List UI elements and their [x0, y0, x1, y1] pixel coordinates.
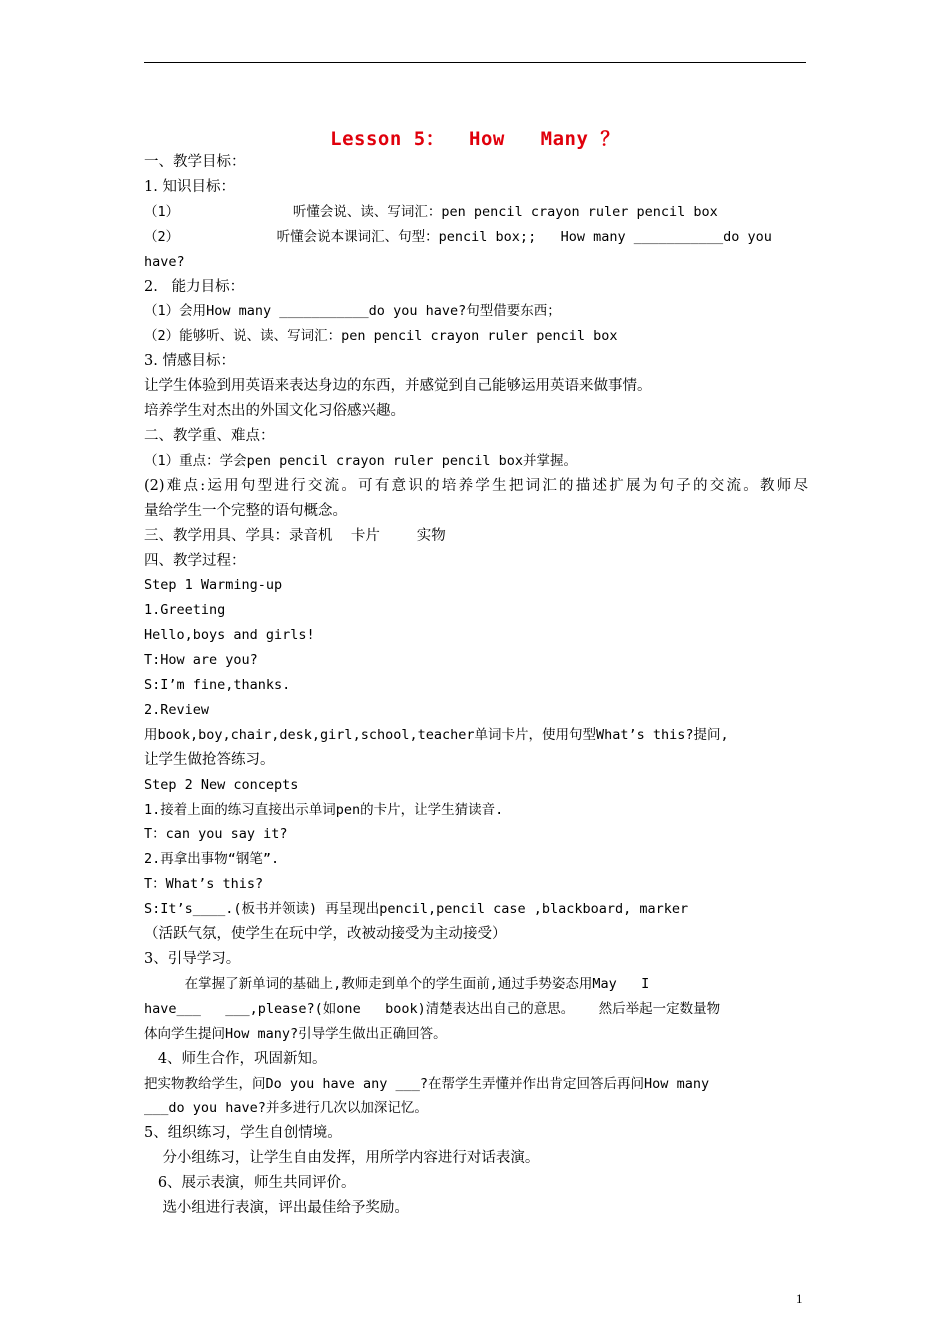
- text-line: 2.再拿出事物“钢笔”.: [144, 851, 280, 868]
- text-line: 培养学生对杰出的外国文化习俗感兴趣。: [144, 403, 405, 420]
- text-line: have?: [144, 253, 185, 270]
- text-line: （1） 听懂会说、读、写词汇：pen pencil crayon ruler pencil box: [144, 203, 718, 220]
- text-line: （活跃气氛，使学生在玩中学，改被动接受为主动接受）: [144, 926, 507, 943]
- header-rule: [144, 62, 806, 63]
- text-line: 5、组织练习，学生自创情境。: [144, 1125, 342, 1142]
- text-line: 一、教学目标：: [144, 154, 246, 170]
- text-line: 在掌握了新单词的基础上,教师走到单个的学生面前,通过手势姿态用May I: [144, 975, 650, 992]
- lesson-plan-body: [144, 150, 808, 1221]
- text-line: 量给学生一个完整的语句概念。: [144, 502, 347, 519]
- text-line: 1.Greeting: [144, 602, 226, 619]
- text-line: Step 1 Warming-up: [144, 577, 283, 594]
- text-line: S:I’m fine,thanks.: [144, 677, 291, 694]
- text-line: ___do you have?并多进行几次以加深记忆。: [144, 1100, 428, 1117]
- text-line: have___ ___,please?(如one book)清楚表达出自己的意思。 然后举起一定数量物: [144, 1000, 721, 1017]
- text-line: (2)难点:运用句型进行交流。可有意识的培养学生把词汇的描述扩展为句子的交流。教师尽: [144, 477, 808, 494]
- text-line: 3. 情感目标：: [144, 353, 235, 370]
- text-line: T:How are you?: [144, 652, 258, 669]
- text-line: 三、教学用具、学具：录音机 卡片 实物: [144, 527, 446, 544]
- text-line: T：What’s this?: [144, 876, 264, 893]
- text-line: 让学生体验到用英语来表达身边的东西，并感觉到自己能够运用英语来做事情。: [144, 378, 652, 395]
- text-line: S:It’s____.(板书并领读) 再呈现出pencil,pencil case ,blackboard, marker: [144, 901, 689, 918]
- text-line: （2） 听懂会说本课词汇、句型：pencil box;; How many ___________do you: [144, 228, 772, 245]
- text-line: 四、教学过程：: [144, 552, 246, 569]
- text-line: 4、师生合作，巩固新知。: [144, 1050, 327, 1067]
- text-line: （1）会用How many ___________do you have?句型借要东西；: [144, 303, 561, 320]
- text-line: 2.Review: [144, 701, 210, 718]
- text-line: 选小组进行表演，评出最佳给予奖励。: [144, 1200, 409, 1217]
- text-line: （1）重点：学会pen pencil crayon ruler pencil box并掌握。: [144, 452, 577, 469]
- lesson-title: Lesson 5： How Many ？: [330, 128, 620, 150]
- text-line: 6、展示表演，师生共同评价。: [144, 1175, 356, 1192]
- text-line: （2）能够听、说、读、写词汇：pen pencil crayon ruler pencil box: [144, 328, 618, 345]
- text-line: 1.接着上面的练习直接出示单词pen的卡片，让学生猜读音.: [144, 801, 504, 818]
- text-line: 分小组练习，让学生自由发挥，用所学内容进行对话表演。: [144, 1150, 540, 1167]
- text-line: 二、教学重、难点：: [144, 427, 275, 444]
- text-line: 1. 知识目标：: [144, 178, 235, 195]
- text-line: T：can you say it?: [144, 826, 288, 843]
- page-number: 1: [796, 1291, 803, 1306]
- text-line: Step 2 New concepts: [144, 776, 299, 793]
- text-line: 把实物教给学生，问Do you have any ___?在帮学生弄懂并作出肯定回答后再问How many: [144, 1075, 710, 1092]
- text-line: 体向学生提问How many?引导学生做出正确回答。: [144, 1025, 447, 1042]
- text-line: 用book,boy,chair,desk,girl,school,teacher单词卡片，使用句型What’s this?提问,: [144, 726, 729, 743]
- text-line: 3、引导学习。: [144, 951, 241, 967]
- text-line: 2. 能力目标：: [144, 278, 245, 295]
- text-line: 让学生做抢答练习。: [144, 751, 275, 768]
- text-line: Hello,boys and girls!: [144, 627, 315, 644]
